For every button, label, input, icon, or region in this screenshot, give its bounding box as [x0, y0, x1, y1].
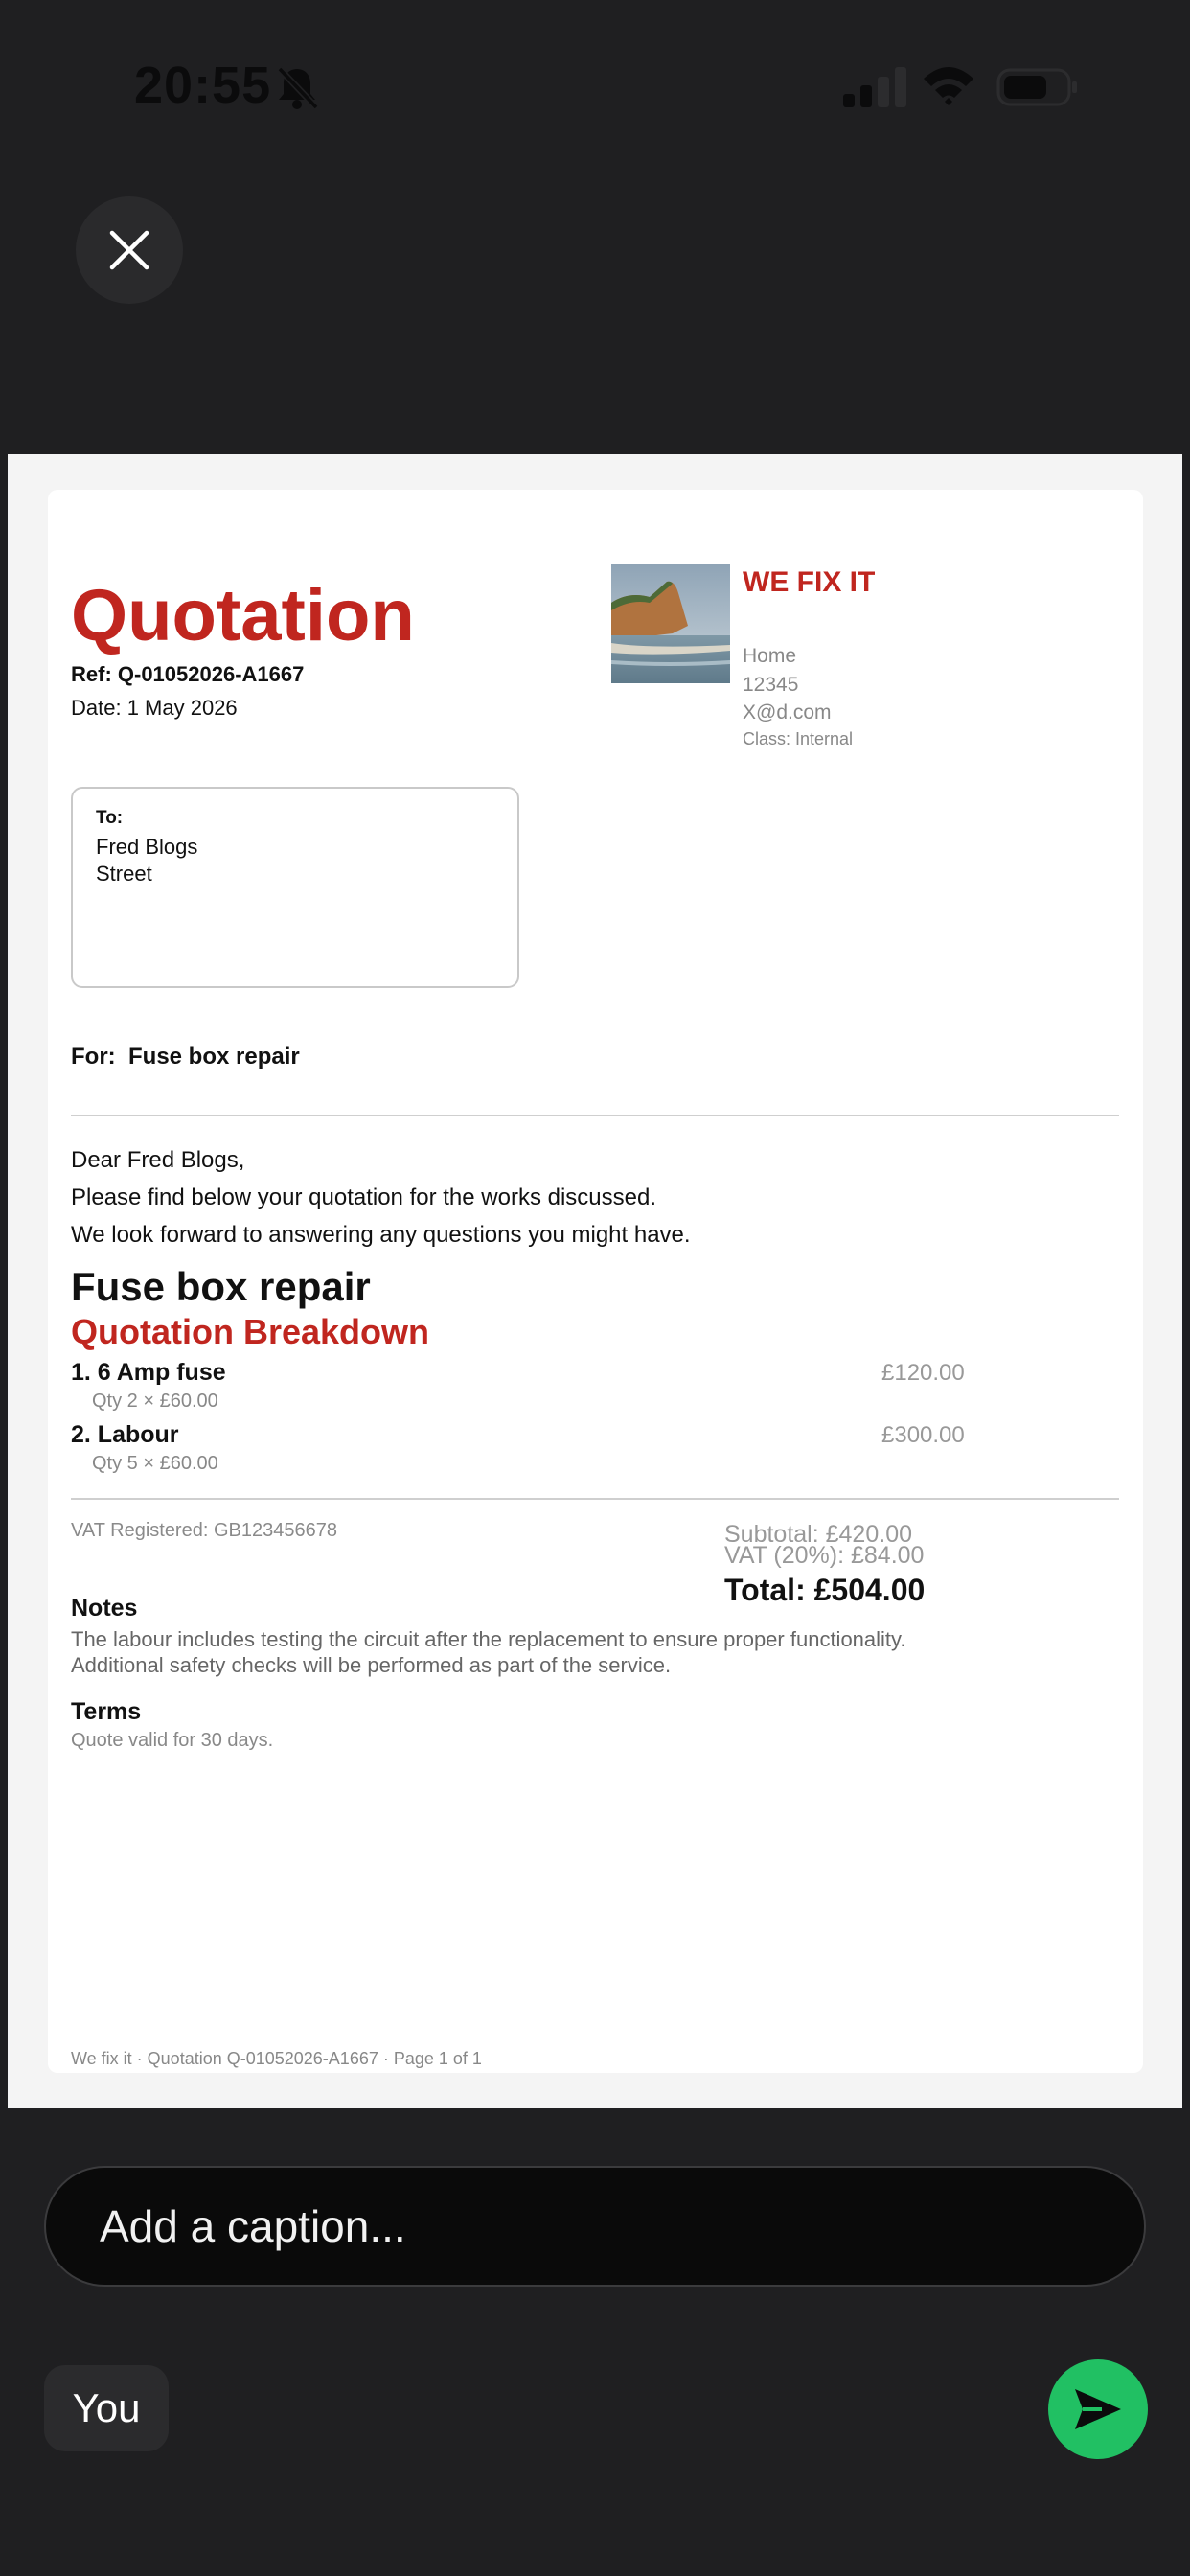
job-title: Fuse box repair — [71, 1264, 371, 1309]
notes-text: Additional safety checks will be performed as part of the service. — [71, 1653, 672, 1677]
vat-registration: VAT Registered: GB123456678 — [71, 1520, 337, 1541]
quote-date: Date: 1 May 2026 — [71, 696, 238, 720]
document-title: Quotation — [71, 575, 415, 656]
recipient-name: Fred Blogs — [96, 835, 198, 859]
quote-for-line — [71, 1044, 300, 1070]
terms-text: Quote valid for 30 days. — [71, 1730, 274, 1751]
status-time: 20:55 — [134, 57, 272, 114]
send-button[interactable] — [1048, 2359, 1148, 2459]
signal-icon — [843, 67, 906, 107]
line-item-name: 2. Labour — [71, 1421, 179, 1448]
vat-amount: VAT (20%): £84.00 — [724, 1542, 925, 1569]
notes-text: The labour includes testing the circuit after the replacement to ensure proper functionality. — [71, 1627, 906, 1651]
line-item-qty: Qty 5 × £60.00 — [92, 1453, 218, 1474]
page-footer: We fix it · Quotation Q-01052026-A1667 · Page 1 of 1 — [71, 2049, 482, 2068]
company-name: WE FIX IT — [743, 566, 876, 598]
close-icon — [108, 229, 150, 271]
for-value: Fuse box repair — [128, 1044, 300, 1070]
company-postcode: 12345 — [743, 674, 799, 696]
intro-text: Please find below your quotation for the works discussed. — [71, 1184, 657, 1210]
grand-total: Total: £504.00 — [724, 1573, 926, 1607]
company-address-line: Home — [743, 645, 797, 667]
caption-input[interactable] — [98, 2199, 1144, 2253]
greeting: Dear Fred Blogs, — [71, 1147, 245, 1173]
for-label: For: — [71, 1044, 116, 1070]
recipient-chip[interactable]: You — [44, 2365, 169, 2451]
line-item-price: £120.00 — [881, 1360, 965, 1386]
company-email: X@d.com — [743, 702, 832, 724]
quotation-page — [48, 490, 1143, 2073]
line-item-qty: Qty 2 × £60.00 — [92, 1391, 218, 1412]
caption-field[interactable] — [44, 2166, 1146, 2287]
subtotal: Subtotal: £420.00 — [724, 1521, 912, 1548]
line-item-name: 1. 6 Amp fuse — [71, 1359, 226, 1386]
closing-text: We look forward to answering any questions you might have. — [71, 1222, 691, 1248]
terms-heading: Terms — [71, 1698, 142, 1725]
company-logo-image — [611, 564, 730, 683]
recipient-street: Street — [96, 862, 152, 886]
company-classification: Class: Internal — [743, 729, 854, 748]
breakdown-heading: Quotation Breakdown — [71, 1312, 430, 1351]
wifi-icon — [922, 63, 975, 107]
close-button[interactable] — [76, 196, 183, 304]
document-preview — [8, 454, 1182, 2108]
notes-heading: Notes — [71, 1595, 138, 1622]
battery-icon — [996, 67, 1079, 107]
quote-reference: Ref: Q-01052026-A1667 — [71, 662, 305, 686]
send-icon — [1073, 2387, 1123, 2431]
recipient-label: To: — [96, 808, 124, 828]
line-item-price: £300.00 — [881, 1422, 965, 1448]
recipient-address-box — [71, 787, 519, 988]
bell-slash-icon — [272, 63, 322, 113]
divider — [71, 1498, 1119, 1500]
divider — [71, 1115, 1119, 1116]
